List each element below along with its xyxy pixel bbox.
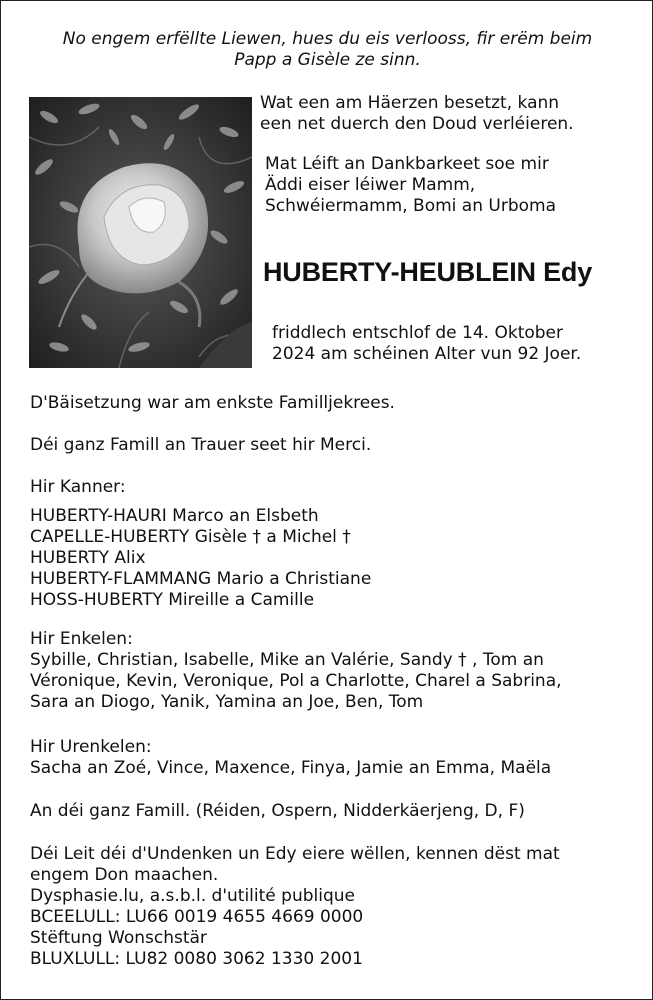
intro-quote — [21, 29, 634, 71]
child-line: HUBERTY-HAURI Marco an Elsbeth — [30, 506, 319, 526]
verse-1 — [260, 93, 630, 135]
verse-2-line-2: Äddi eiser léiwer Mamm, — [265, 175, 476, 195]
great-grandchildren-line: Sacha an Zoé, Vince, Maxence, Finya, Jamie an Emma, Maëla — [30, 758, 552, 778]
death-notice — [272, 323, 632, 365]
donation-line: BCEELULL: LU66 0019 4655 4669 0000 — [30, 907, 364, 927]
verse-2-line-1: Mat Léift an Dankbarkeet soe mir — [265, 154, 549, 174]
children-section — [30, 477, 630, 611]
donation-line: Dysphasie.lu, a.s.b.l. d'utilité publique — [30, 886, 355, 906]
death-line-1: friddlech entschlof de 14. Oktober — [272, 323, 564, 343]
donation-section — [30, 844, 630, 970]
rose-photo — [29, 97, 252, 368]
intro-line-2: Papp a Gisèle ze sinn. — [234, 50, 421, 70]
verse-2-line-3: Schwéiermamm, Bomi an Urboma — [265, 196, 557, 216]
donation-line: Stëftung Wonschstär — [30, 928, 207, 948]
funeral-note: D'Bäisetzung war am enkste Familljekrees. — [30, 393, 395, 413]
verse-1-line-1: Wat een am Häerzen besetzt, kann — [260, 93, 560, 113]
verse-2 — [260, 154, 635, 217]
donation-line: engem Don maachen. — [30, 865, 219, 885]
thanks-note: Déi ganz Famill an Trauer seet hir Merci. — [30, 435, 372, 455]
child-line: CAPELLE-HUBERTY Gisèle † a Michel † — [30, 527, 351, 547]
children-heading: Hir Kanner: — [30, 477, 126, 497]
death-line-2: 2024 am schéinen Alter vun 92 Joer. — [272, 344, 582, 364]
great-grandchildren-section — [30, 737, 630, 779]
grandchildren-line: Sara an Diogo, Yanik, Yamina an Joe, Ben, Tom — [30, 692, 424, 712]
intro-line-1: No engem erfëllte Liewen, hues du eis verlooss, fir erëm beim — [62, 29, 593, 49]
grandchildren-heading: Hir Enkelen: — [30, 629, 133, 649]
grandchildren-section — [30, 629, 630, 713]
child-line: HOSS-HUBERTY Mireille a Camille — [30, 590, 315, 610]
donation-line: BLUXLULL: LU82 0080 3062 1330 2001 — [30, 949, 363, 969]
child-line: HUBERTY Alix — [30, 548, 146, 568]
verse-1-line-2: een net duerch den Doud verléieren. — [260, 114, 574, 134]
great-grandchildren-heading: Hir Urenkelen: — [30, 737, 152, 757]
grandchildren-line: Sybille, Christian, Isabelle, Mike an Valérie, Sandy † , Tom an — [30, 650, 544, 670]
grandchildren-line: Véronique, Kevin, Veronique, Pol a Charlotte, Charel a Sabrina, — [30, 671, 562, 691]
deceased-name: HUBERTY-HEUBLEIN Edy — [263, 257, 593, 287]
donation-line: Déi Leit déi d'Undenken un Edy eiere wëllen, kennen dëst mat — [30, 844, 560, 864]
family-note: An déi ganz Famill. (Réiden, Ospern, Nidderkäerjeng, D, F) — [30, 801, 525, 821]
child-line: HUBERTY-FLAMMANG Mario a Christiane — [30, 569, 372, 589]
